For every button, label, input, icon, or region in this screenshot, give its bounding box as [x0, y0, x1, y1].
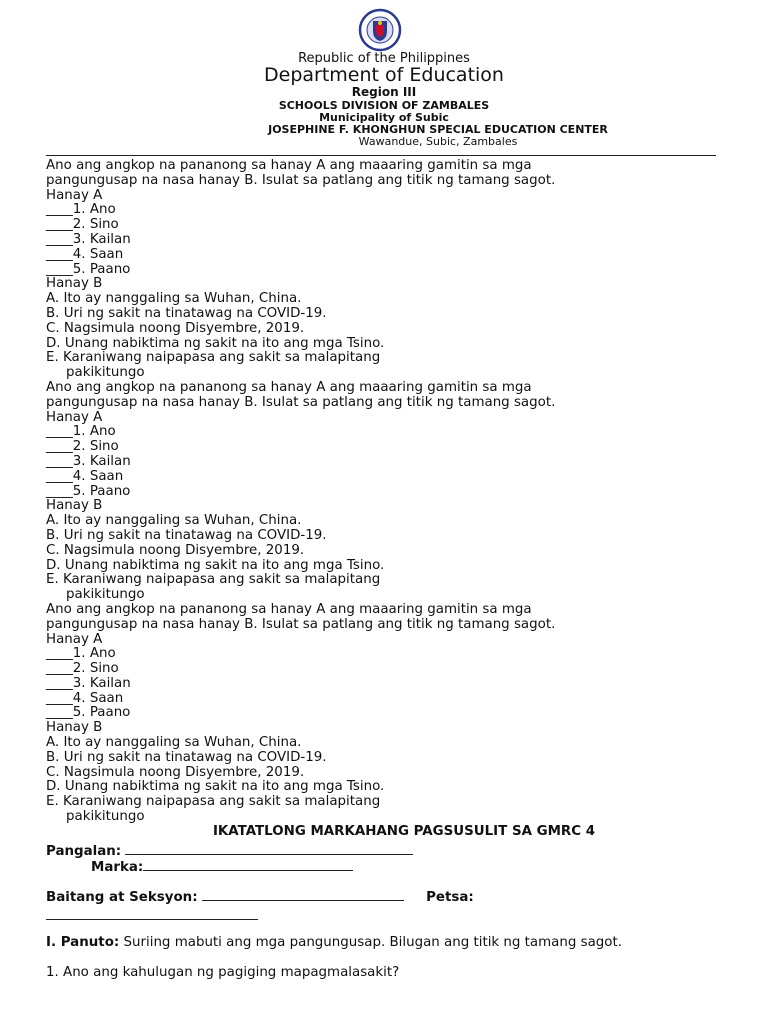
exercise-block	[46, 603, 736, 825]
panuto-row	[46, 936, 736, 951]
pangalan-blank[interactable]	[125, 842, 413, 855]
marka-blank[interactable]	[143, 858, 353, 871]
hanay-b-continuation: pakikitungo	[66, 587, 145, 603]
hanay-b-item: B. Uri ng sakit na tinatawag na COVID-19.	[46, 305, 327, 321]
document-body	[46, 159, 736, 980]
hanay-b-item: C. Nagsimula noong Disyembre, 2019.	[46, 542, 305, 558]
hanay-b-heading: Hanay B	[46, 498, 103, 514]
hanay-b-item: C. Nagsimula noong Disyembre, 2019.	[46, 320, 305, 336]
hanay-a-item: ____3. Kailan	[46, 231, 131, 247]
hanay-a-item: ____5. Paano	[46, 483, 131, 499]
exercise-block	[46, 159, 736, 381]
question-1: 1. Ano ang kahulugan ng pagiging mapagmalasakit?	[46, 964, 400, 980]
hanay-b-continuation: pakikitungo	[66, 365, 145, 381]
hanay-a-item: ____1. Ano	[46, 424, 116, 440]
municipality-line: Municipality of Subic	[319, 111, 449, 124]
instruction-line: Ano ang angkop na pananong sa hanay A ang maaaring gamitin sa mga	[46, 379, 532, 395]
hanay-a-item: ____2. Sino	[46, 217, 119, 233]
hanay-a-item: ____3. Kailan	[46, 675, 131, 691]
hanay-b-heading: Hanay B	[46, 720, 103, 736]
hanay-a-item: ____4. Saan	[46, 246, 124, 262]
panuto-text: Suriing mabuti ang mga pangungusap. Bilugan ang titik ng tamang sagot.	[123, 934, 622, 950]
division-line: SCHOOLS DIVISION OF ZAMBALES	[278, 99, 490, 112]
hanay-a-item: ____5. Paano	[46, 705, 131, 721]
pangalan-row	[46, 842, 736, 857]
hanay-b-item: A. Ito ay nanggaling sa Wuhan, China.	[46, 735, 302, 751]
hanay-a-item: ____4. Saan	[46, 468, 124, 484]
hanay-a-item: ____4. Saan	[46, 690, 124, 706]
hanay-b-heading: Hanay B	[46, 276, 103, 292]
school-address: Wawandue, Subic, Zambales	[358, 135, 518, 148]
hanay-b-item: E. Karaniwang naipapasa ang sakit sa malapitang	[46, 572, 381, 588]
header-divider	[46, 155, 716, 156]
hanay-b-item: A. Ito ay nanggaling sa Wuhan, China.	[46, 291, 302, 307]
baitang-row	[46, 888, 736, 906]
hanay-b-continuation: pakikitungo	[66, 809, 145, 825]
petsa-blank[interactable]	[46, 907, 258, 920]
panuto-label: I. Panuto:	[46, 934, 120, 950]
hanay-b-item: E. Karaniwang naipapasa ang sakit sa malapitang	[46, 350, 381, 366]
hanay-b-item: D. Unang nabiktima ng sakit na ito ang mga Tsino.	[46, 335, 385, 351]
hanay-b-item: B. Uri ng sakit na tinatawag na COVID-19.	[46, 749, 327, 765]
hanay-a-item: ____3. Kailan	[46, 453, 131, 469]
republic-line: Republic of the Philippines	[298, 51, 470, 66]
instruction-line: Ano ang angkop na pananong sa hanay A ang maaaring gamitin sa mga	[46, 158, 532, 173]
marka-label: Marka:	[91, 860, 144, 876]
hanay-b-item: A. Ito ay nanggaling sa Wuhan, China.	[46, 513, 302, 529]
department-title: Department of Education	[264, 64, 504, 86]
hanay-b-item: D. Unang nabiktima ng sakit na ito ang mga Tsino.	[46, 557, 385, 573]
hanay-b-item: D. Unang nabiktima ng sakit na ito ang mga Tsino.	[46, 779, 385, 795]
hanay-b-item: B. Uri ng sakit na tinatawag na COVID-19.	[46, 527, 327, 543]
hanay-b-item: C. Nagsimula noong Disyembre, 2019.	[46, 764, 305, 780]
instruction-line: pangungusap na nasa hanay B. Isulat sa patlang ang titik ng tamang sagot.	[46, 172, 556, 188]
exam-title: IKATATLONG MARKAHANG PAGSUSULIT SA GMRC 4	[212, 823, 596, 839]
baitang-blank[interactable]	[202, 888, 404, 901]
hanay-a-item: ____5. Paano	[46, 261, 131, 277]
hanay-b-item: E. Karaniwang naipapasa ang sakit sa malapitang	[46, 794, 381, 810]
instruction-line: pangungusap na nasa hanay B. Isulat sa patlang ang titik ng tamang sagot.	[46, 616, 556, 632]
region-line: Region III	[351, 85, 417, 99]
hanay-a-heading: Hanay A	[46, 409, 103, 425]
hanay-a-heading: Hanay A	[46, 187, 103, 203]
baitang-label: Baitang at Seksyon:	[46, 890, 198, 906]
hanay-a-item: ____1. Ano	[46, 646, 116, 662]
petsa-row	[46, 907, 736, 922]
exercise-block	[46, 381, 736, 603]
hanay-a-item: ____2. Sino	[46, 661, 119, 677]
petsa-label: Petsa:	[426, 890, 474, 906]
school-name: JOSEPHINE F. KHONGHUN SPECIAL EDUCATION CENTER	[268, 123, 608, 136]
instruction-line: pangungusap na nasa hanay B. Isulat sa patlang ang titik ng tamang sagot.	[46, 394, 556, 410]
hanay-a-item: ____2. Sino	[46, 439, 119, 455]
instruction-line: Ano ang angkop na pananong sa hanay A ang maaaring gamitin sa mga	[46, 601, 532, 617]
marka-row	[46, 858, 736, 876]
hanay-a-heading: Hanay A	[46, 631, 103, 647]
deped-seal-logo	[354, 8, 406, 52]
hanay-a-item: ____1. Ano	[46, 202, 116, 218]
pangalan-label: Pangalan:	[46, 843, 122, 859]
